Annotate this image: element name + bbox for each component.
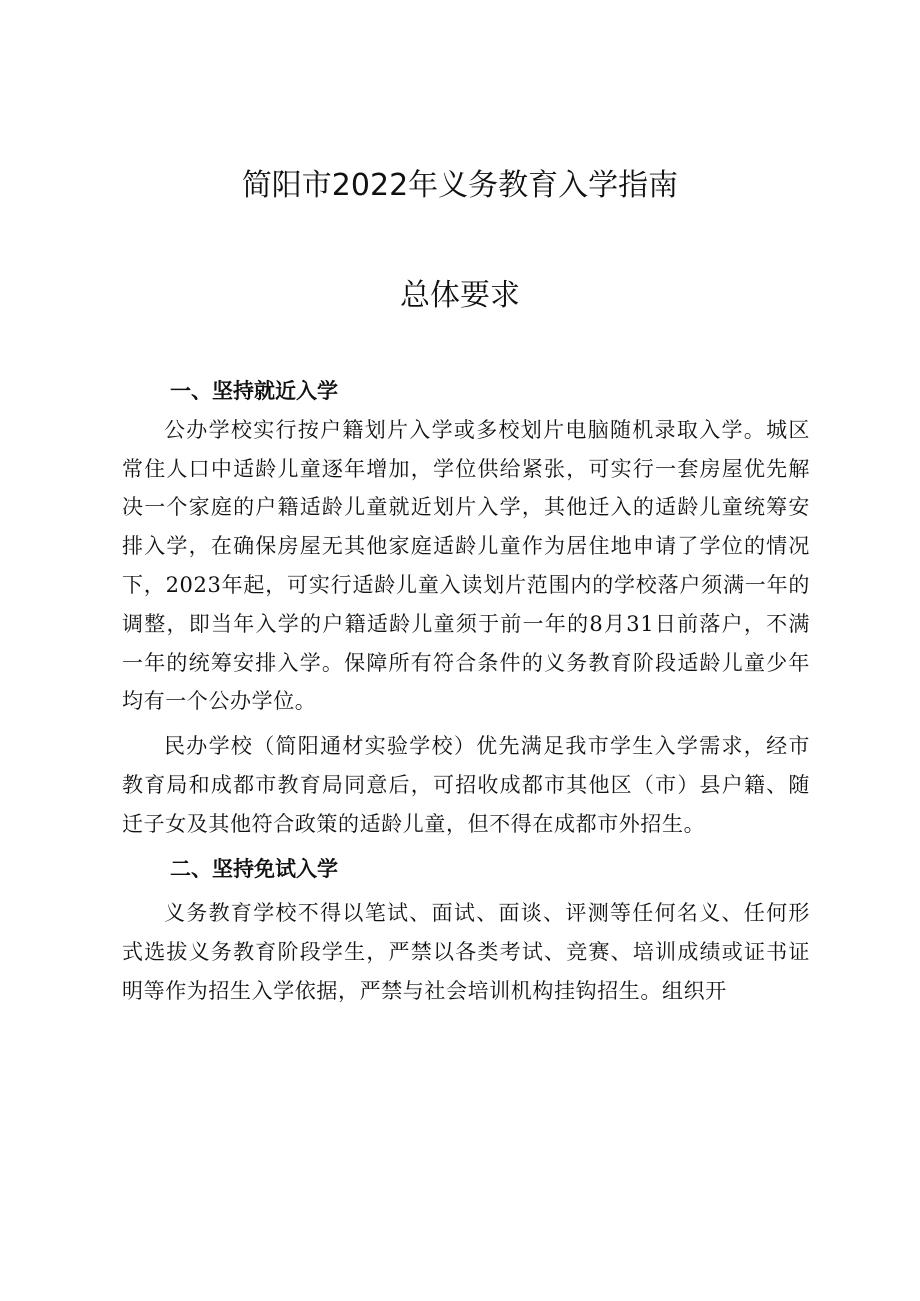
section-heading: 二、坚持免试入学	[170, 856, 338, 881]
document-title: 简阳市2022年义务教育入学指南	[241, 168, 679, 203]
section-paragraph: 义务教育学校不得以笔试、面试、面谈、评测等任何名义、任何形式选拔义务教育阶段学生，严禁以各类考试、竞赛、培训成绩或证书证明等作为招生入学依据，严禁与社会培训机构挂钩招生。组织开	[122, 901, 810, 1003]
document-subtitle: 总体要求	[400, 278, 520, 313]
section-heading: 一、坚持就近入学	[170, 379, 338, 403]
document-body	[122, 372, 810, 1011]
section-paragraph: 民办学校（简阳通材实验学校）优先满足我市学生入学需求，经市教育局和成都市教育局同意后，可招收成都市其他区（市）县户籍、随迁子女及其他符合政策的适龄儿童，但不得在成都市外招生。	[122, 734, 810, 836]
section-paragraph: 公办学校实行按户籍划片入学或多校划片电脑随机录取入学。城区常住人口中适龄儿童逐年增加，学位供给紧张，可实行一套房屋优先解决一个家庭的户籍适龄儿童就近划片入学，其他迁入的适龄儿童统筹安排入学，在确保房屋无其他家庭适龄儿童作为居住地申请了学位的情况下，2023年起，可实行适龄儿童入读划片范围内的学校落户须满一年的调整，即当年入学的户籍适龄儿童须于前一年的8月31日前落户，不满一年的统筹安排入学。保障所有符合条件的义务教育阶段适龄儿童少年均有一个公办学位。	[122, 417, 810, 714]
